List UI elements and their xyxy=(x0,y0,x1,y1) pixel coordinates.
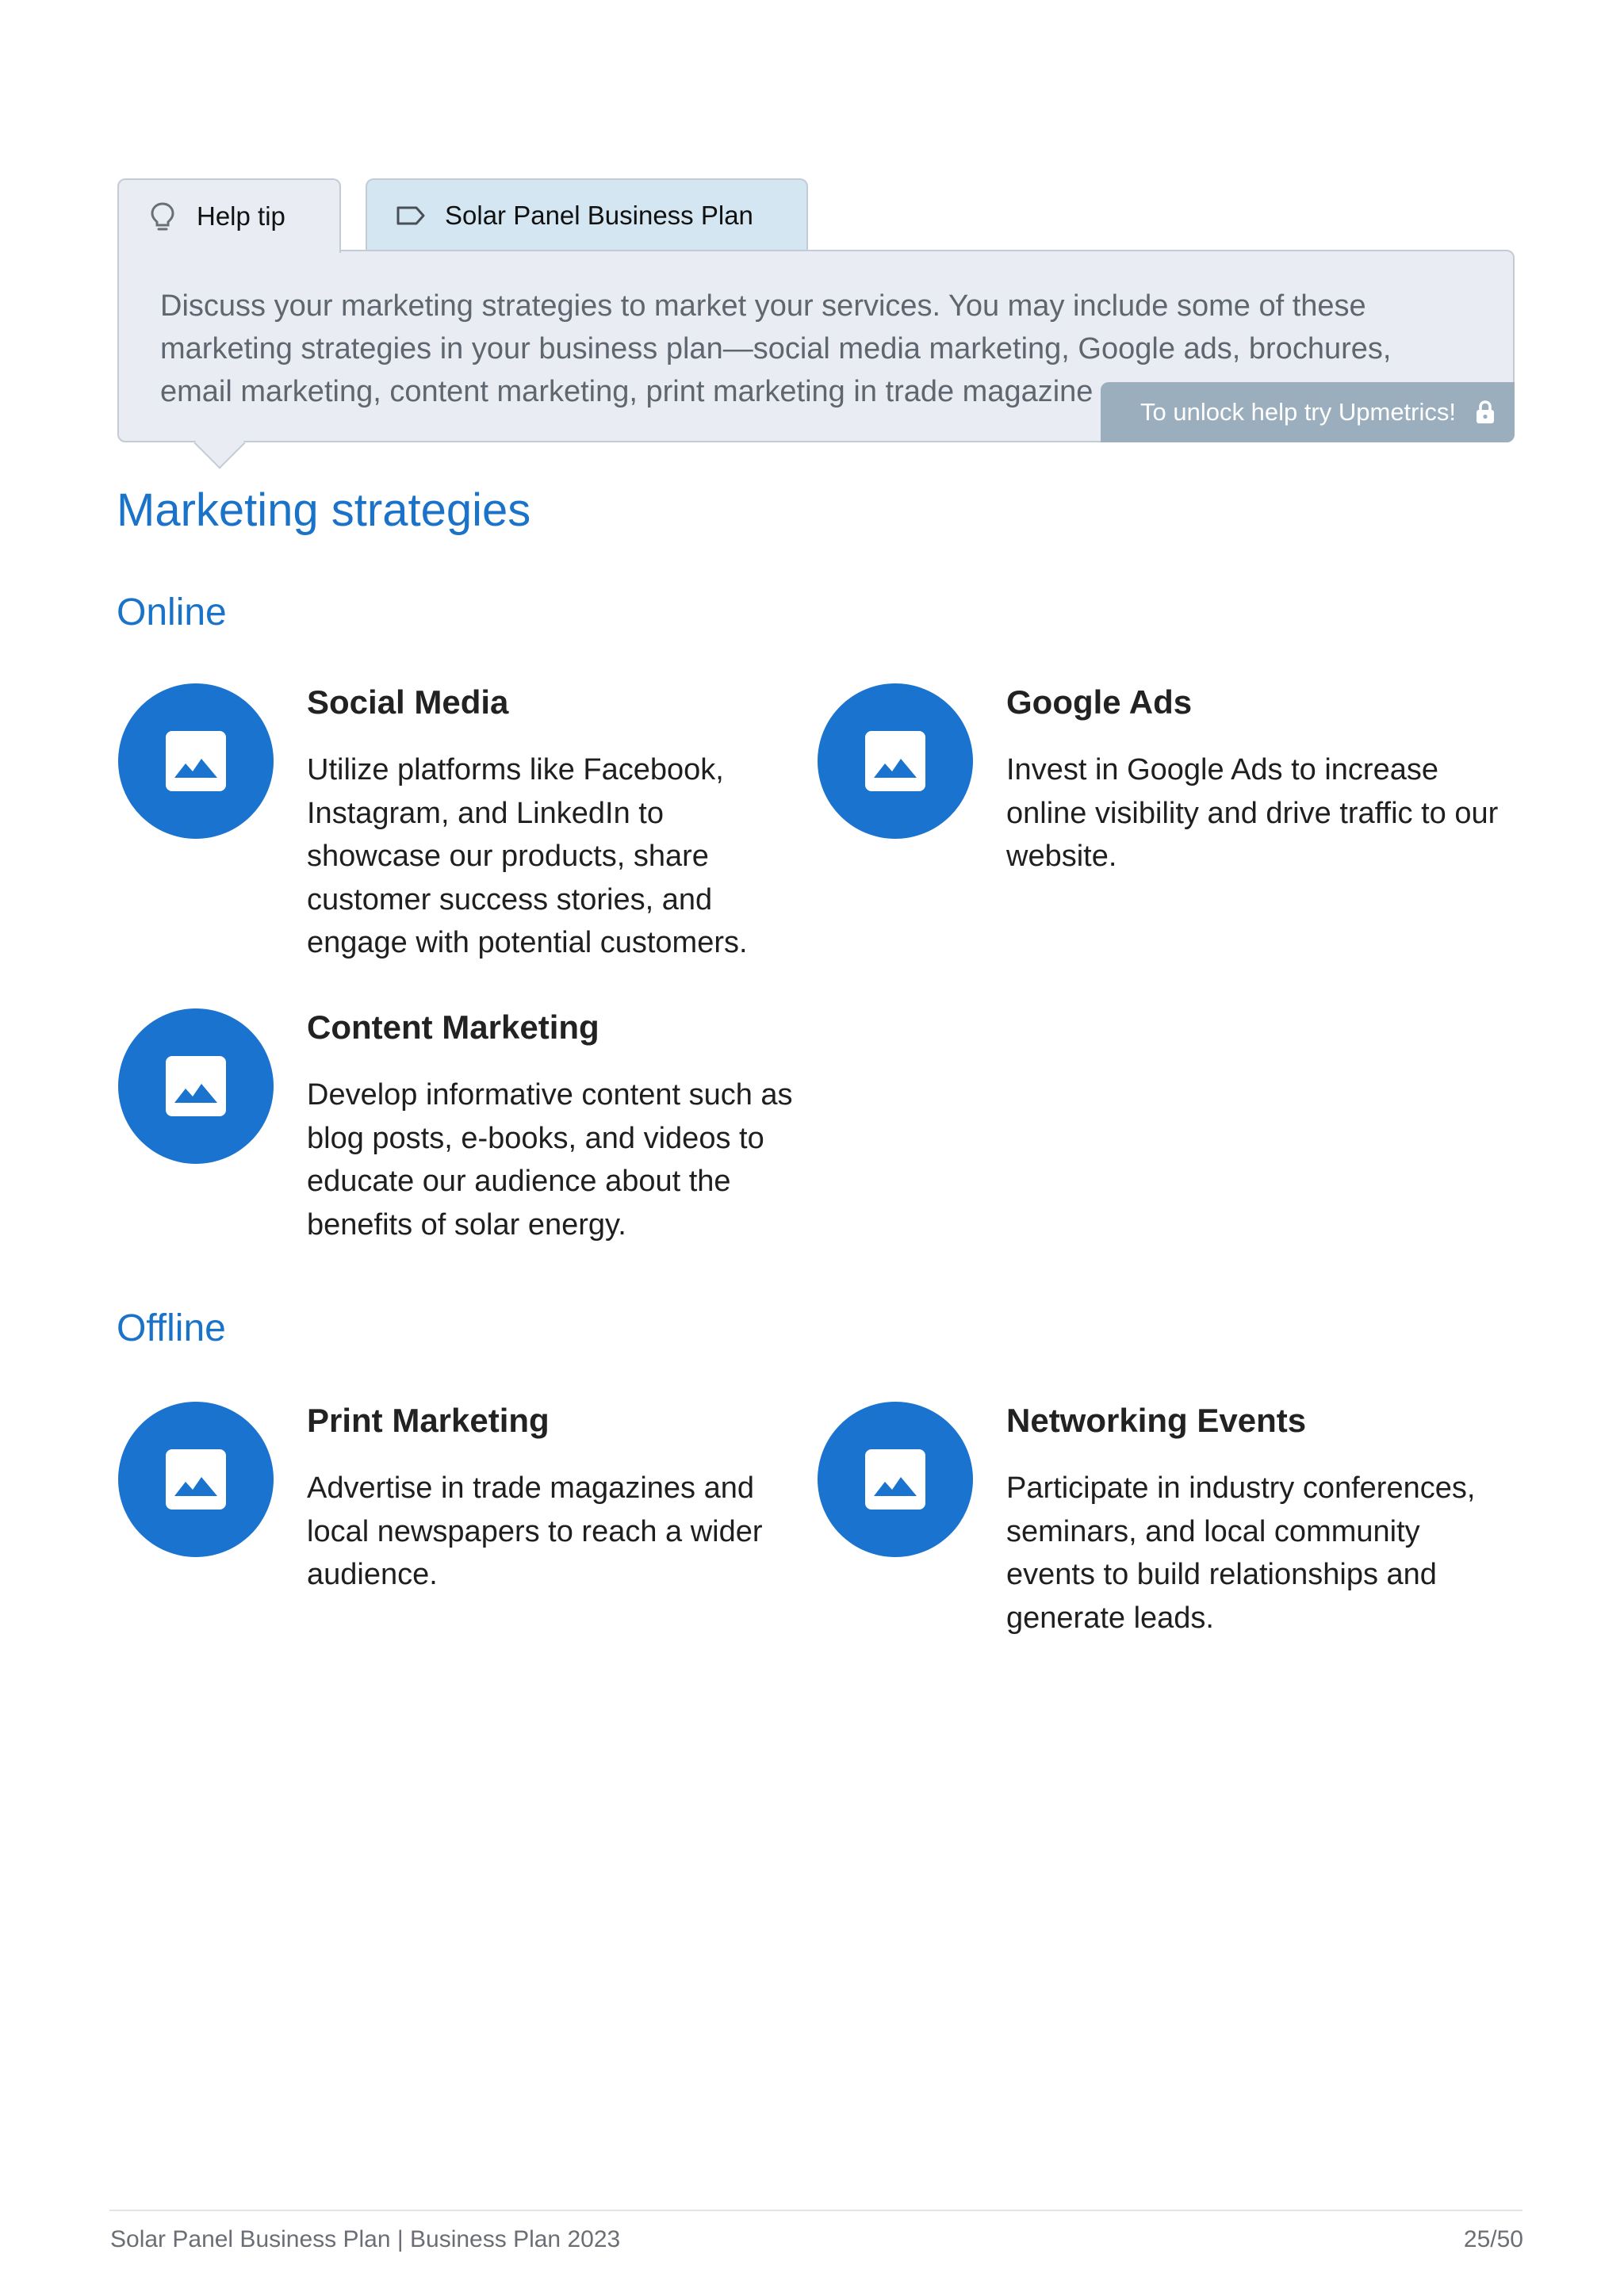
tab-help-tip-label: Help tip xyxy=(197,201,285,231)
unlock-help-label: To unlock help try Upmetrics! xyxy=(1140,398,1456,426)
strategy-title: Social Media xyxy=(307,683,509,721)
help-tip-tabs xyxy=(117,178,808,251)
image-placeholder-icon xyxy=(118,1008,274,1164)
strategy-title: Print Marketing xyxy=(307,1402,550,1439)
help-tip-text: Discuss your marketing strategies to market your services. You may include some of these marketing strategies in your business plan—social media marketing, Google ads, brochures, email marketing, content marketing, print marketing in trade magazine xyxy=(160,289,1392,408)
tab-solar-panel-business-plan-label: Solar Panel Business Plan xyxy=(445,201,753,230)
strategy-description: Invest in Google Ads to increase online visibility and drive traffic to our website. xyxy=(1006,753,1499,873)
footer-page-number: 25/50 xyxy=(1463,2226,1523,2252)
image-placeholder-icon xyxy=(818,683,973,839)
image-placeholder-icon xyxy=(118,1402,274,1557)
image-placeholder-icon xyxy=(818,1402,973,1557)
strategy-description: Advertise in trade magazines and local newspapers to reach a wider audience. xyxy=(307,1471,763,1591)
unlock-help-button[interactable] xyxy=(1101,382,1515,442)
strategy-title: Google Ads xyxy=(1006,683,1193,721)
image-placeholder-icon xyxy=(118,683,274,839)
strategy-title: Networking Events xyxy=(1006,1402,1307,1439)
footer-document-title: Solar Panel Business Plan | Business Plan 2023 xyxy=(110,2226,621,2252)
page-title: Marketing strategies xyxy=(117,484,531,536)
strategy-description: Utilize platforms like Facebook, Instagram, and LinkedIn to showcase our products, share customer success stories, and engage with potential customers. xyxy=(307,753,748,959)
tab-solar-panel-business-plan[interactable] xyxy=(366,178,808,251)
tag-icon xyxy=(396,201,426,231)
section-title-online: Online xyxy=(117,591,227,633)
strategy-description: Develop informative content such as blog posts, e-books, and videos to educate our audience about the benefits of solar energy. xyxy=(307,1078,793,1242)
help-tip-pointer xyxy=(193,417,245,469)
footer-divider xyxy=(109,2210,1522,2211)
strategy-title: Content Marketing xyxy=(307,1008,599,1046)
lightbulb-icon xyxy=(147,201,178,232)
lock-icon xyxy=(1472,399,1499,426)
help-tip-panel xyxy=(117,250,1515,442)
section-title-offline: Offline xyxy=(117,1307,226,1349)
tab-help-tip[interactable] xyxy=(117,178,341,253)
strategy-description: Participate in industry conferences, seminars, and local community events to build relationships and generate leads. xyxy=(1006,1471,1476,1635)
